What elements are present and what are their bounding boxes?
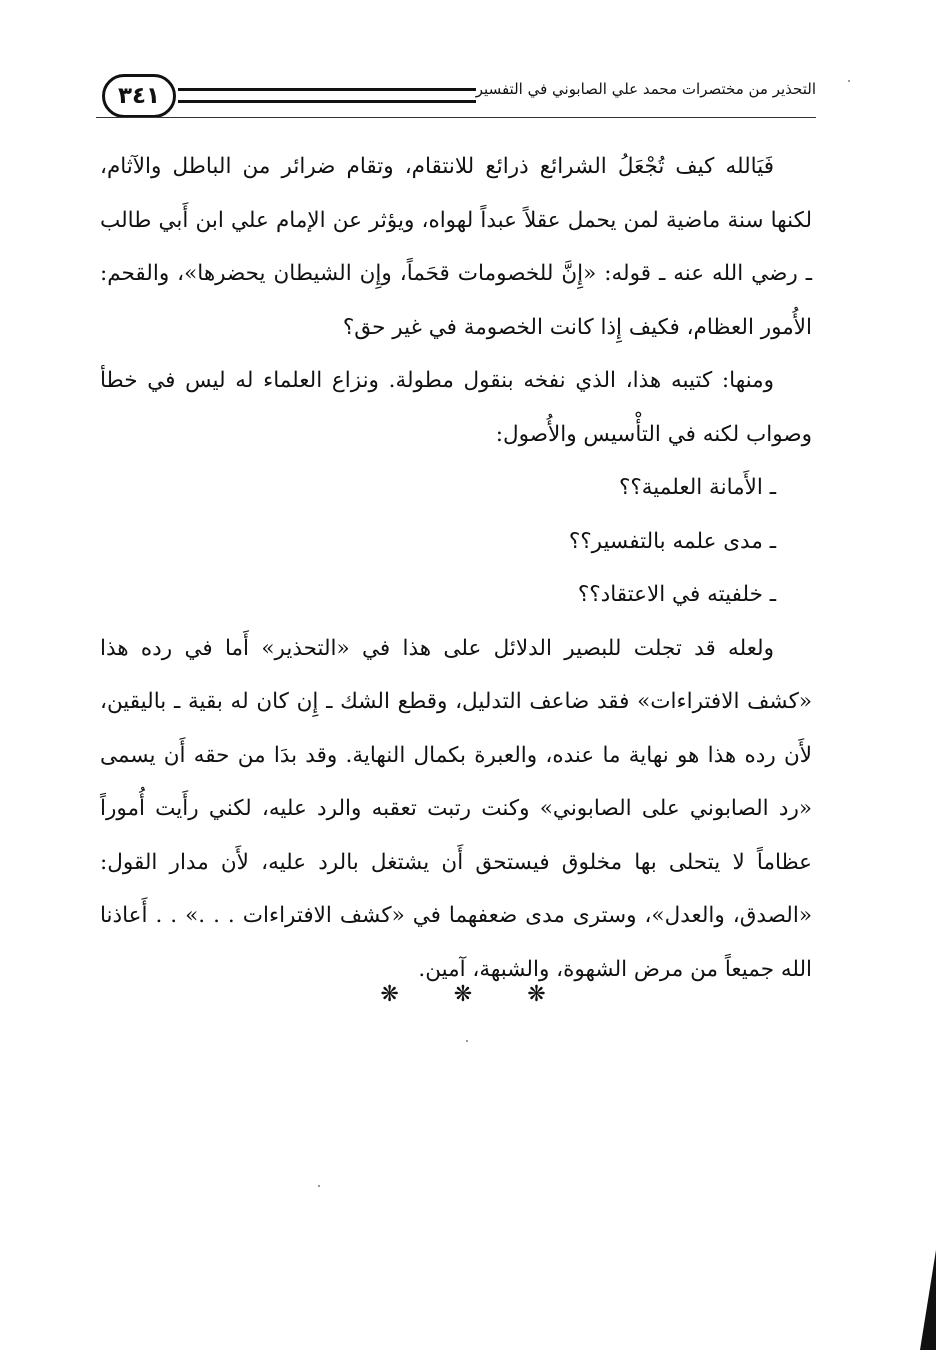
list-item: ـ مدى علمه بالتفسير؟؟ <box>568 528 776 554</box>
scan-speck <box>848 80 850 82</box>
list-item: ـ خلفيته في الاعتقاد؟؟ <box>577 582 776 607</box>
section-separator: ❋ ❋ ❋ <box>380 982 570 1007</box>
list-item: ـ الأَمانة العلمية؟؟ <box>618 475 776 500</box>
page-number: ٣٤١ <box>102 74 176 118</box>
running-header <box>96 70 816 134</box>
scan-speck <box>466 1040 468 1042</box>
page-body <box>100 140 812 996</box>
header-rule <box>178 88 476 103</box>
scan-speck <box>318 1185 320 1187</box>
paragraph: ومنها: كتيبه هذا، الذي نفخه بنقول مطولة. ونزاع العلماء له ليس في خطأ وصواب لكنه في التأْسيس والأُصول: <box>100 368 812 447</box>
header-divider <box>96 117 816 118</box>
paragraph: ولعله قد تجلت للبصير الدلائل على هذا في «التحذير» أَما في رده هذا «كشف الافتراءات» فقد ضاعف التدليل، وقطع الشك ـ إِن كان له بقية ـ باليقين، لأَن رده هذا هو نهاية ما عنده، والعبرة بكمال النهاية. وقد بدَا من حقه أَن يسمى «رد الصابوني على الصابوني» وكنت رتبت تعقبه والرد عليه، لكني رأَيت أُموراً عظاماً لا يتحلى بها مخلوق فيستحق أَن يشتغل بالرد عليه، لأَن مدار القول: «الصدق، والعدل»، وسترى مدى ضعفهما في «كشف الافتراءات . . .» . . أَعاذنا الله جميعاً من مرض الشهوة، والشبهة، آمين. <box>100 635 812 982</box>
scan-edge-mark <box>920 1250 936 1350</box>
paragraph: فَيَالله كيف تُجْعَلُ الشرائع ذرائع للانتقام، وتقام ضرائر من الباطل والآثام، لكنها سنة ماضية لمن يحمل عقلاً عبداً لهواه، ويؤثر عن الإمام علي ابن أَبي طالب ـ رضي الله عنه ـ قوله: «إِنَّ للخصومات قحَماً، وإِن الشيطان يحضرها»، والقحم: الأُمور العظام، فكيف إِذا كانت الخصومة في غير حق؟ <box>100 154 812 340</box>
header-title: التحذير من مختصرات محمد علي الصابوني في التفسير <box>475 80 816 98</box>
